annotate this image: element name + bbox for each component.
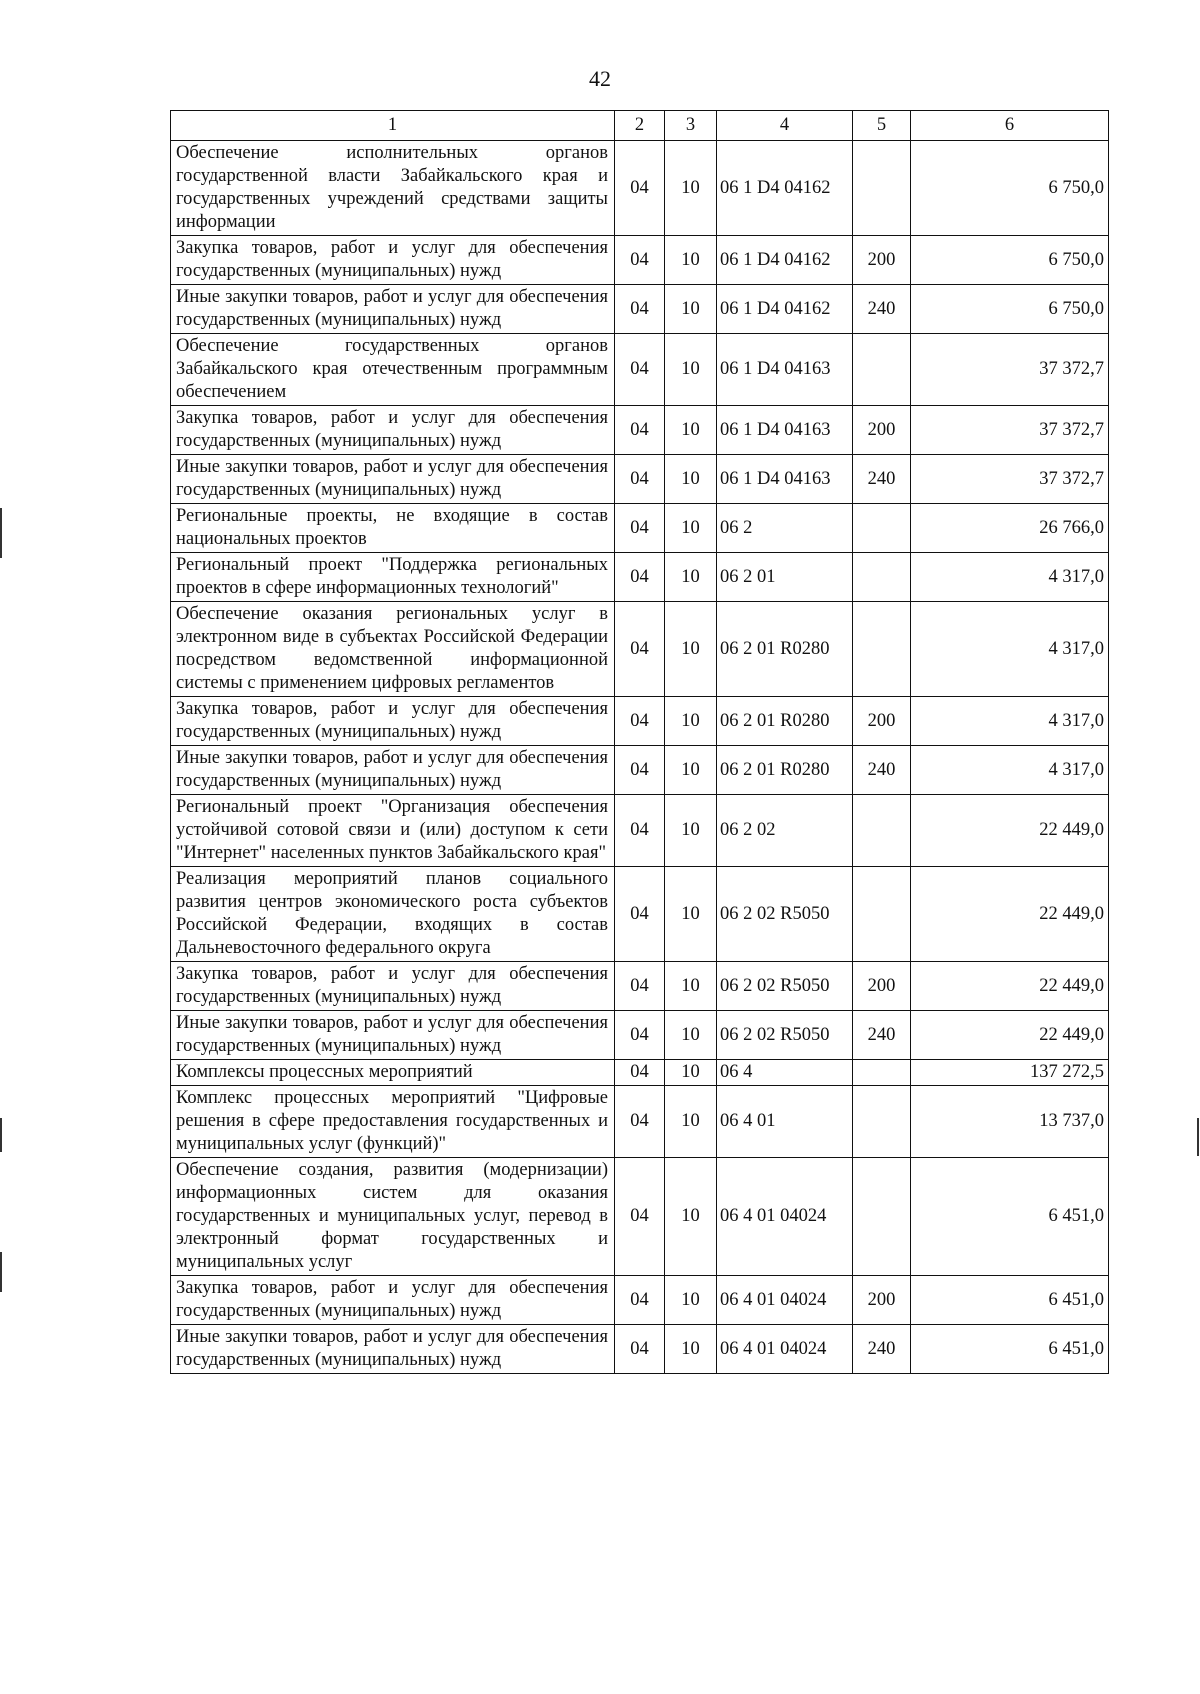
cell-amount: 22 449,0 — [911, 1011, 1109, 1060]
cell-amount: 6 451,0 — [911, 1158, 1109, 1276]
cell-expense-type — [853, 1086, 911, 1158]
cell-expense-type: 240 — [853, 746, 911, 795]
cell-name: Закупка товаров, работ и услуг для обеспечения государственных (муниципальных) нужд — [171, 236, 615, 285]
cell-expense-type — [853, 334, 911, 406]
scan-mark — [0, 1118, 2, 1152]
cell-name: Закупка товаров, работ и услуг для обеспечения государственных (муниципальных) нужд — [171, 406, 615, 455]
cell-expense-type — [853, 1158, 911, 1276]
cell-expense-type: 240 — [853, 1011, 911, 1060]
table-row — [171, 746, 1109, 795]
cell-target-code: 06 4 01 — [717, 1086, 853, 1158]
cell-name: Иные закупки товаров, работ и услуг для обеспечения государственных (муниципальных) нужд — [171, 1011, 615, 1060]
cell-target-code: 06 2 02 R5050 — [717, 1011, 853, 1060]
table-row — [171, 455, 1109, 504]
cell-target-code: 06 1 D4 04163 — [717, 455, 853, 504]
cell-section: 04 — [615, 1276, 665, 1325]
cell-subsection: 10 — [665, 1158, 717, 1276]
cell-section: 04 — [615, 697, 665, 746]
table-row — [171, 285, 1109, 334]
cell-expense-type: 200 — [853, 406, 911, 455]
cell-amount: 6 451,0 — [911, 1325, 1109, 1374]
cell-name: Закупка товаров, работ и услуг для обеспечения государственных (муниципальных) нужд — [171, 962, 615, 1011]
table-row — [171, 236, 1109, 285]
cell-amount: 6 451,0 — [911, 1276, 1109, 1325]
cell-section: 04 — [615, 455, 665, 504]
cell-name: Комплекс процессных мероприятий "Цифровые решения в сфере предоставления государственных и муниципальных услуг (функций)" — [171, 1086, 615, 1158]
cell-subsection: 10 — [665, 795, 717, 867]
cell-expense-type — [853, 504, 911, 553]
cell-subsection: 10 — [665, 236, 717, 285]
cell-expense-type: 240 — [853, 1325, 911, 1374]
cell-expense-type — [853, 602, 911, 697]
header-cell-subsection: 3 — [665, 111, 717, 141]
cell-name: Иные закупки товаров, работ и услуг для обеспечения государственных (муниципальных) нужд — [171, 285, 615, 334]
cell-expense-type — [853, 141, 911, 236]
header-cell-amount: 6 — [911, 111, 1109, 141]
cell-expense-type — [853, 553, 911, 602]
cell-expense-type: 240 — [853, 285, 911, 334]
table-row — [171, 1086, 1109, 1158]
cell-subsection: 10 — [665, 1276, 717, 1325]
cell-subsection: 10 — [665, 1060, 717, 1086]
cell-amount: 4 317,0 — [911, 553, 1109, 602]
cell-subsection: 10 — [665, 602, 717, 697]
cell-name: Обеспечение создания, развития (модернизации) информационных систем для оказания государственных и муниципальных услуг, перевод в электронный формат государственных и муниципальных услуг — [171, 1158, 615, 1276]
cell-name: Закупка товаров, работ и услуг для обеспечения государственных (муниципальных) нужд — [171, 697, 615, 746]
cell-amount: 37 372,7 — [911, 455, 1109, 504]
cell-target-code: 06 1 D4 04162 — [717, 236, 853, 285]
scan-mark — [0, 508, 2, 558]
cell-section: 04 — [615, 1011, 665, 1060]
cell-section: 04 — [615, 602, 665, 697]
cell-expense-type: 200 — [853, 1276, 911, 1325]
cell-amount: 6 750,0 — [911, 236, 1109, 285]
cell-section: 04 — [615, 1086, 665, 1158]
cell-target-code: 06 2 01 R0280 — [717, 697, 853, 746]
cell-section: 04 — [615, 285, 665, 334]
cell-name: Закупка товаров, работ и услуг для обеспечения государственных (муниципальных) нужд — [171, 1276, 615, 1325]
cell-target-code: 06 4 — [717, 1060, 853, 1086]
cell-name: Обеспечение оказания региональных услуг в электронном виде в субъектах Российской Федерации посредством ведомственной информационной системы с применением цифровых регламентов — [171, 602, 615, 697]
cell-subsection: 10 — [665, 285, 717, 334]
cell-section: 04 — [615, 504, 665, 553]
cell-subsection: 10 — [665, 867, 717, 962]
table-row — [171, 406, 1109, 455]
cell-name: Комплексы процессных мероприятий — [171, 1060, 615, 1086]
cell-target-code: 06 1 D4 04163 — [717, 406, 853, 455]
cell-section: 04 — [615, 795, 665, 867]
table-row — [171, 1060, 1109, 1086]
cell-name: Иные закупки товаров, работ и услуг для обеспечения государственных (муниципальных) нужд — [171, 1325, 615, 1374]
cell-target-code: 06 2 02 R5050 — [717, 867, 853, 962]
cell-section: 04 — [615, 553, 665, 602]
scan-mark — [0, 1252, 2, 1292]
cell-amount: 37 372,7 — [911, 334, 1109, 406]
cell-section: 04 — [615, 1158, 665, 1276]
table-row — [171, 697, 1109, 746]
scan-mark — [1197, 1118, 1199, 1156]
cell-target-code: 06 2 01 R0280 — [717, 746, 853, 795]
header-cell-section: 2 — [615, 111, 665, 141]
header-cell-name: 1 — [171, 111, 615, 141]
cell-target-code: 06 1 D4 04163 — [717, 334, 853, 406]
header-cell-target-code: 4 — [717, 111, 853, 141]
table-row — [171, 334, 1109, 406]
cell-name: Региональный проект "Организация обеспечения устойчивой сотовой связи и (или) доступом к сети "Интернет" населенных пунктов Забайкальского края" — [171, 795, 615, 867]
table-row — [171, 1276, 1109, 1325]
cell-expense-type: 200 — [853, 962, 911, 1011]
header-cell-expense-type: 5 — [853, 111, 911, 141]
cell-section: 04 — [615, 746, 665, 795]
cell-subsection: 10 — [665, 746, 717, 795]
cell-subsection: 10 — [665, 1325, 717, 1374]
cell-amount: 4 317,0 — [911, 602, 1109, 697]
table-row — [171, 1158, 1109, 1276]
cell-section: 04 — [615, 867, 665, 962]
cell-target-code: 06 1 D4 04162 — [717, 285, 853, 334]
cell-subsection: 10 — [665, 406, 717, 455]
cell-name: Иные закупки товаров, работ и услуг для обеспечения государственных (муниципальных) нужд — [171, 455, 615, 504]
cell-section: 04 — [615, 334, 665, 406]
cell-name: Обеспечение государственных органов Забайкальского края отечественным программным обеспечением — [171, 334, 615, 406]
cell-expense-type: 200 — [853, 697, 911, 746]
table-row — [171, 1325, 1109, 1374]
cell-target-code: 06 4 01 04024 — [717, 1158, 853, 1276]
cell-name: Реализация мероприятий планов социального развития центров экономического роста субъектов Российской Федерации, входящих в состав Дальневосточного федерального округа — [171, 867, 615, 962]
cell-amount: 137 272,5 — [911, 1060, 1109, 1086]
table-row — [171, 504, 1109, 553]
cell-name: Региональные проекты, не входящие в состав национальных проектов — [171, 504, 615, 553]
cell-amount: 26 766,0 — [911, 504, 1109, 553]
cell-amount: 22 449,0 — [911, 867, 1109, 962]
cell-expense-type — [853, 795, 911, 867]
cell-subsection: 10 — [665, 697, 717, 746]
cell-subsection: 10 — [665, 962, 717, 1011]
cell-expense-type — [853, 867, 911, 962]
cell-expense-type: 200 — [853, 236, 911, 285]
table-row — [171, 553, 1109, 602]
cell-section: 04 — [615, 962, 665, 1011]
cell-target-code: 06 4 01 04024 — [717, 1276, 853, 1325]
cell-amount: 6 750,0 — [911, 285, 1109, 334]
table-row — [171, 141, 1109, 236]
cell-subsection: 10 — [665, 1011, 717, 1060]
cell-target-code: 06 2 01 R0280 — [717, 602, 853, 697]
cell-target-code: 06 2 02 R5050 — [717, 962, 853, 1011]
cell-target-code: 06 2 01 — [717, 553, 853, 602]
cell-amount: 4 317,0 — [911, 697, 1109, 746]
cell-section: 04 — [615, 1325, 665, 1374]
cell-target-code: 06 1 D4 04162 — [717, 141, 853, 236]
cell-section: 04 — [615, 406, 665, 455]
page-number: 42 — [589, 66, 611, 91]
table-row — [171, 602, 1109, 697]
table-row — [171, 867, 1109, 962]
cell-target-code: 06 4 01 04024 — [717, 1325, 853, 1374]
cell-expense-type — [853, 1060, 911, 1086]
cell-subsection: 10 — [665, 455, 717, 504]
table-header-row — [171, 111, 1109, 141]
cell-amount: 37 372,7 — [911, 406, 1109, 455]
cell-amount: 22 449,0 — [911, 795, 1109, 867]
cell-subsection: 10 — [665, 1086, 717, 1158]
cell-expense-type: 240 — [853, 455, 911, 504]
cell-section: 04 — [615, 1060, 665, 1086]
table-row — [171, 795, 1109, 867]
cell-subsection: 10 — [665, 334, 717, 406]
cell-name: Региональный проект "Поддержка региональных проектов в сфере информационных технологий" — [171, 553, 615, 602]
budget-table — [170, 110, 1109, 1374]
table-row — [171, 1011, 1109, 1060]
cell-section: 04 — [615, 141, 665, 236]
table-body — [171, 141, 1109, 1374]
cell-subsection: 10 — [665, 141, 717, 236]
table-row — [171, 962, 1109, 1011]
cell-subsection: 10 — [665, 553, 717, 602]
cell-target-code: 06 2 — [717, 504, 853, 553]
cell-subsection: 10 — [665, 504, 717, 553]
cell-amount: 6 750,0 — [911, 141, 1109, 236]
cell-amount: 13 737,0 — [911, 1086, 1109, 1158]
cell-name: Обеспечение исполнительных органов государственной власти Забайкальского края и государственных учреждений средствами защиты информации — [171, 141, 615, 236]
cell-amount: 22 449,0 — [911, 962, 1109, 1011]
cell-target-code: 06 2 02 — [717, 795, 853, 867]
cell-name: Иные закупки товаров, работ и услуг для обеспечения государственных (муниципальных) нужд — [171, 746, 615, 795]
cell-amount: 4 317,0 — [911, 746, 1109, 795]
cell-section: 04 — [615, 236, 665, 285]
